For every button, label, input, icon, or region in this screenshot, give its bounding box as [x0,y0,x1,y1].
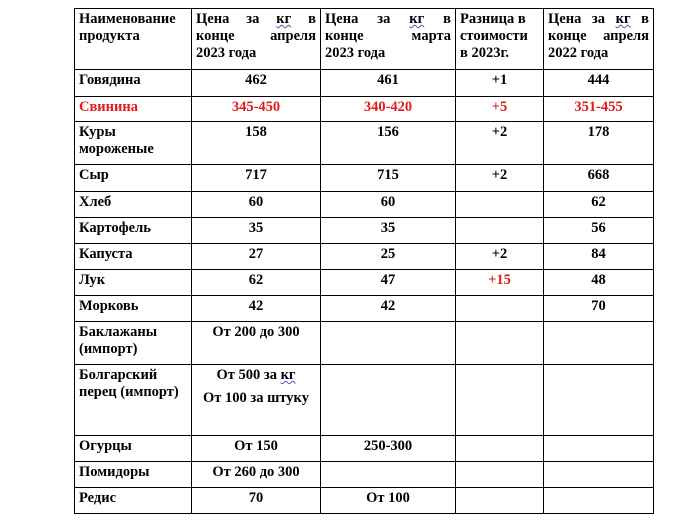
price-apr2023-line2: От 100 за штуку [203,390,309,406]
price-apr2023: 42 [192,296,321,322]
header-diff: Разница в стоимости в 2023г. [456,9,544,70]
table-row [75,244,654,270]
price-diff [456,436,544,462]
table-row [75,436,654,462]
product-name: Болгарский перец (импорт) [75,365,192,436]
product-name: Лук [75,270,192,296]
price-apr2023: 27 [192,244,321,270]
price-mar2023: 156 [321,122,456,165]
price-apr2022: 351-455 [544,97,654,122]
price-diff: +1 [456,70,544,97]
price-diff [456,488,544,514]
price-mar2023: 47 [321,270,456,296]
product-name: Баклажаны (импорт) [75,322,192,365]
price-diff: +2 [456,244,544,270]
price-mar2023: 340-420 [321,97,456,122]
price-apr2023: 345-450 [192,97,321,122]
product-name: Хлеб [75,192,192,218]
product-name: Морковь [75,296,192,322]
price-diff: +2 [456,165,544,192]
product-name: Говядина [75,70,192,97]
price-apr2023: 35 [192,218,321,244]
product-name: Сыр [75,165,192,192]
price-apr2023: 60 [192,192,321,218]
table-row [75,322,654,365]
price-diff [456,322,544,365]
price-apr2022: 70 [544,296,654,322]
header-product: Наименование продукта [75,9,192,70]
price-apr2023: От 200 до 300 [192,322,321,365]
price-apr2023: 462 [192,70,321,97]
table-row [75,488,654,514]
price-apr2022 [544,322,654,365]
price-diff [456,462,544,488]
price-apr2022: 48 [544,270,654,296]
price-apr2023: 158 [192,122,321,165]
header-apr2023: Цена за кг в конце апреля 2023 года [192,9,321,70]
price-mar2023: От 100 [321,488,456,514]
price-mar2023: 250-300 [321,436,456,462]
price-apr2023: От 150 [192,436,321,462]
table-row [75,192,654,218]
price-apr2023: От 260 до 300 [192,462,321,488]
price-apr2022: 668 [544,165,654,192]
product-name: Куры мороженые [75,122,192,165]
price-mar2023: 60 [321,192,456,218]
price-apr2022: 444 [544,70,654,97]
price-apr2022 [544,462,654,488]
price-apr2023 [192,365,321,436]
price-mar2023: 25 [321,244,456,270]
table-row [75,122,654,165]
table-row [75,70,654,97]
table-row [75,165,654,192]
price-apr2022 [544,365,654,436]
price-diff: +5 [456,97,544,122]
price-mar2023 [321,322,456,365]
price-apr2022: 178 [544,122,654,165]
product-name: Огурцы [75,436,192,462]
header-apr2022: Цена за кг в конце апреля 2022 года [544,9,654,70]
price-apr2022: 84 [544,244,654,270]
price-apr2022 [544,488,654,514]
header-mar2023: Цена за кг в конце марта 2023 года [321,9,456,70]
product-name: Редис [75,488,192,514]
product-name: Капуста [75,244,192,270]
price-diff-value: +15 [488,272,511,288]
price-table [74,8,654,514]
table-row [75,462,654,488]
table-row [75,97,654,122]
table-row [75,270,654,296]
table-row [75,365,654,436]
price-apr2023: 717 [192,165,321,192]
product-name: Свинина [75,97,192,122]
price-diff [456,192,544,218]
table-row [75,218,654,244]
price-diff [456,218,544,244]
price-diff [456,270,544,296]
price-mar2023 [321,365,456,436]
price-apr2023: 70 [192,488,321,514]
price-mar2023: 715 [321,165,456,192]
price-mar2023: 42 [321,296,456,322]
price-mar2023: 461 [321,70,456,97]
price-diff: +2 [456,122,544,165]
price-apr2023-line1: От 500 за кг [216,367,296,383]
price-apr2022 [544,436,654,462]
price-diff [456,365,544,436]
product-name: Помидоры [75,462,192,488]
price-apr2022: 56 [544,218,654,244]
header-row [75,9,654,70]
product-name: Картофель [75,218,192,244]
table-row [75,296,654,322]
price-mar2023: 35 [321,218,456,244]
price-apr2023: 62 [192,270,321,296]
price-mar2023 [321,462,456,488]
price-apr2022: 62 [544,192,654,218]
price-diff [456,296,544,322]
